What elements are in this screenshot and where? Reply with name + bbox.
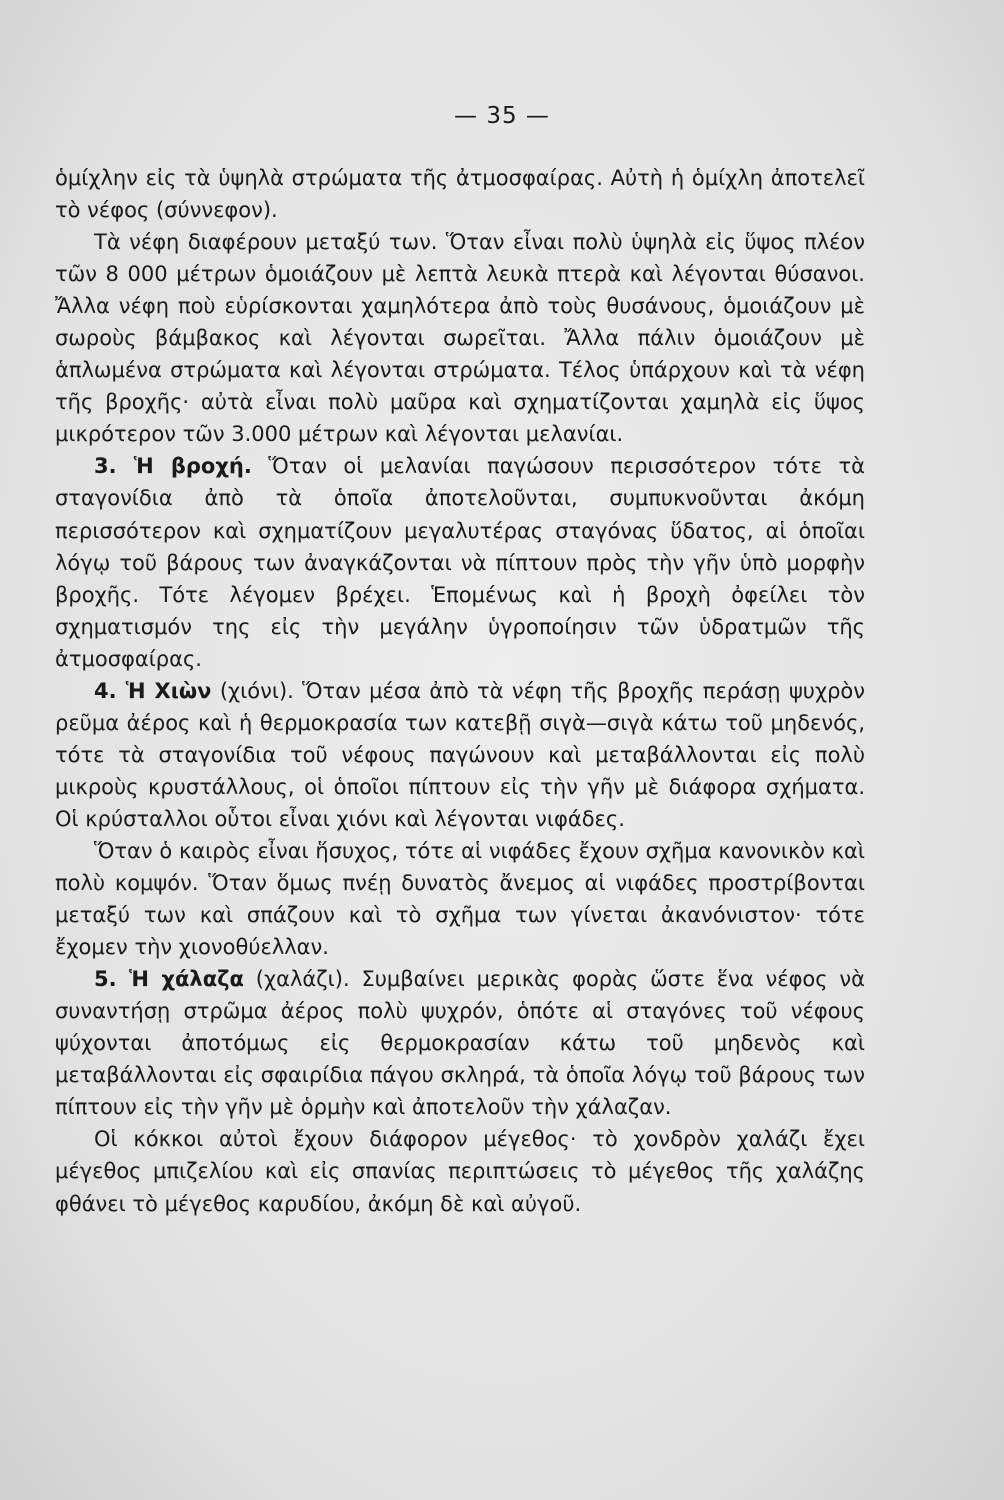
paragraph-snowflakes — [55, 835, 865, 963]
paragraph-snow — [55, 675, 865, 835]
paragraph-text: Ὅταν ὁ καιρὸς εἶναι ἥσυχος, τότε αἱ νιφάδες ἔχουν σχῆμα κανονικὸν καὶ πολὺ κομψόν. Ὅταν ὅμως πνέῃ δυνατὸς ἄνεμος αἱ νιφάδες προστρίβονται μεταξύ των καὶ σπάζουν καὶ τὸ σχῆμα των γίνεται ἀκανόνιστον· τότε ἔχομεν τὴν χιονοθύελλαν. — [55, 838, 865, 960]
body-text — [55, 162, 865, 1220]
paragraph-text: Οἱ κόκκοι αὐτοὶ ἔχουν διάφορον μέγεθος· τὸ χονδρὸν χαλάζι ἔχει μέγεθος μπιζελίου καὶ εἰς σπανίας περιπτώσεις τὸ μέγεθος τῆς χαλάζης φθάνει τὸ μέγεθος καρυδίου, ἀκόμη δὲ καὶ αὐγοῦ. — [55, 1127, 865, 1216]
paragraph-text: ὁμίχλην εἰς τὰ ὑψηλὰ στρώματα τῆς ἀτμοσφαίρας. Αὐτὴ ἡ ὁμίχλη ἀποτελεῖ τὸ νέφος (σύννεφον). — [55, 166, 865, 223]
paragraph-fog-continuation — [55, 162, 865, 226]
paragraph-text: Ὅταν οἱ μελανίαι παγώσουν περισσότερον τότε τὰ σταγονίδια ἀπὸ τὰ ὁποῖα ἀποτελοῦνται, συμπυκνοῦνται ἀκόμη περισσότερον καὶ σχηματίζουν μεγαλυτέρας σταγόνας ὕδατος, αἱ ὁποῖαι λόγῳ τοῦ βάρους των ἀναγκάζονται νὰ πίπτουν πρὸς τὴν γῆν ὑπὸ μορφὴν βροχῆς. Τότε λέγομεν βρέχει. Ἑπομένως καὶ ἡ βροχὴ ὀφείλει τὸν σχηματισμόν της εἰς τὴν μεγάλην ὑγροποίησιν τῶν ὑδρατμῶν τῆς ἀτμοσφαίρας. — [55, 454, 865, 671]
paragraph-hail — [55, 963, 865, 1123]
paragraph-text: (χιόνι). Ὅταν μέσα ἀπὸ τὰ νέφη τῆς βροχῆς περάσῃ ψυχρὸν ρεῦμα ἀέρος καὶ ἡ θερμοκρασία των κατεβῇ σιγὰ—σιγὰ κάτω τοῦ μηδενός, τότε τὰ σταγονίδια τοῦ νέφους παγώνουν καὶ μεταβάλλονται εἰς πολὺ μικροὺς κρυστάλλους, οἱ ὁποῖοι πίπτουν εἰς τὴν γῆν μὲ διάφορα σχήματα. Οἱ κρύσταλλοι οὗτοι εἶναι χιόνι καὶ λέγονται νιφάδες. — [55, 678, 865, 831]
paragraph-hail-size — [55, 1123, 865, 1219]
section-heading-snow: 4. Ἡ Χιὼν — [94, 678, 212, 703]
section-heading-rain: 3. Ἡ βροχή. — [94, 454, 252, 479]
paragraph-text: Τὰ νέφη διαφέρουν μεταξύ των. Ὅταν εἶναι πολὺ ὑψηλὰ εἰς ὕψος πλέον τῶν 8 000 μέτρων ὁμοιάζουν μὲ λεπτὰ λευκὰ πτερὰ καὶ λέγονται θύσανοι. Ἄλλα νέφη ποὺ εὑρίσκονται χαμηλότερα ἀπὸ τοὺς θυσάνους, ὁμοιάζουν μὲ σωροὺς βάμβακος καὶ λέγονται σωρεῖται. Ἄλλα πάλιν ὁμοιάζουν μὲ ἁπλωμένα στρώματα καὶ λέγονται στρώματα. Τέλος ὑπάρχουν καὶ τὰ νέφη τῆς βροχῆς· αὐτὰ εἶναι πολὺ μαῦρα καὶ σχηματίζονται χαμηλὰ εἰς ὕψος μικρότερον τῶν 3.000 μέτρων καὶ λέγονται μελανίαι. — [55, 230, 865, 447]
paragraph-cloud-types — [55, 226, 865, 450]
page-number: — 35 — — [454, 103, 550, 129]
section-heading-hail: 5. Ἡ χάλαζα — [94, 967, 244, 992]
paragraph-rain — [55, 450, 865, 674]
paragraph-text: (χαλάζι). Συμβαίνει μερικὰς φορὰς ὥστε ἕνα νέφος νὰ συναντήσῃ στρῶμα ἀέρος πολὺ ψυχρόν, ὁπότε αἱ σταγόνες τοῦ νέφους ψύχονται ἀποτόμως εἰς θερμοκρασίαν κάτω τοῦ μηδενὸς καὶ μεταβάλλονται εἰς σφαιρίδια πάγου σκληρά, τὰ ὁποῖα λόγῳ τοῦ βάρους των πίπτουν εἰς τὴν γῆν μὲ ὁρμὴν καὶ ἀποτελοῦν τὴν χάλαζαν. — [55, 967, 865, 1120]
